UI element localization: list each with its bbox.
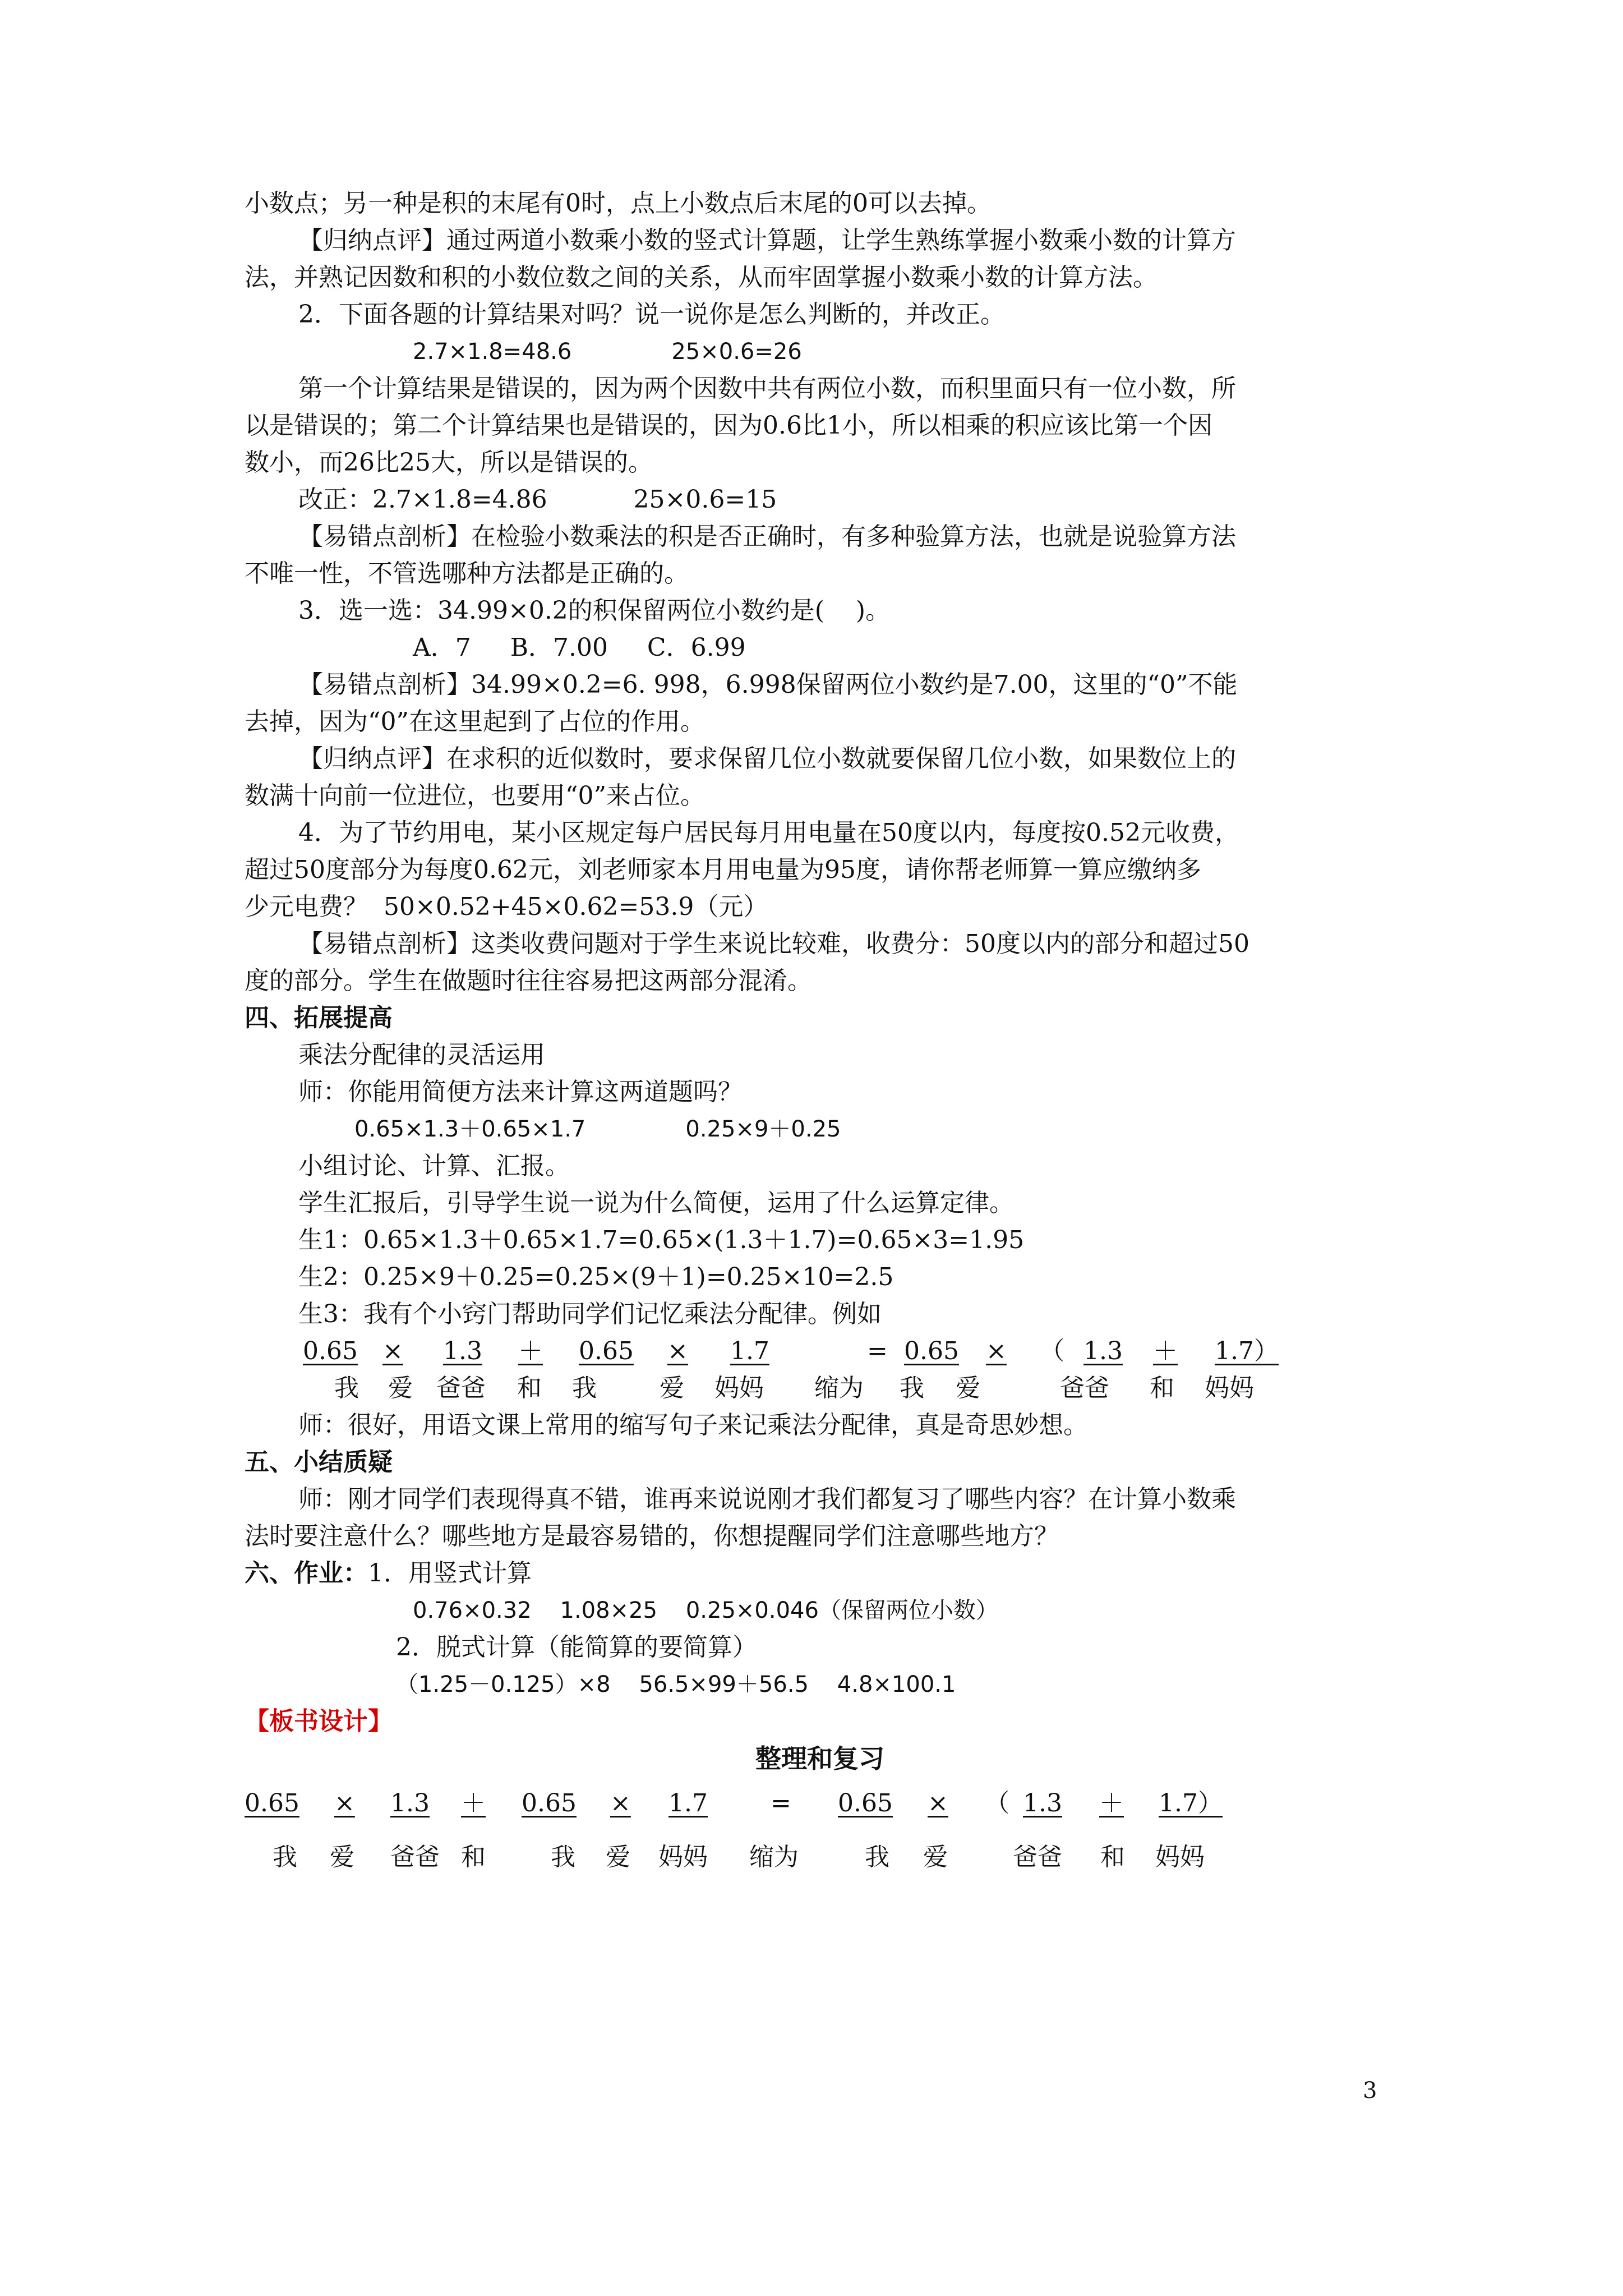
mnemonic-token: ＋	[1153, 1337, 1178, 1365]
mnemonic-word: 爸爸	[1060, 1374, 1109, 1402]
text-line: 数小，而26比25大，所以是错误的。	[245, 448, 653, 477]
mnemonic-word: 爱	[956, 1374, 980, 1402]
section-heading-6: 六、作业：	[245, 1559, 368, 1588]
board-token: （	[985, 1789, 1009, 1818]
homework-exercises-1: 0.76×0.32 1.08×25 0.25×0.046（保留两位小数）	[413, 1598, 998, 1623]
question-2-expressions: 2.7×1.8=48.6 25×0.6=26	[413, 339, 802, 365]
board-design-label: 【板书设计】	[245, 1707, 393, 1736]
board-word: 妈妈	[658, 1843, 708, 1871]
board-word: 和	[461, 1843, 486, 1871]
mnemonic-token: 1.3	[1083, 1337, 1123, 1365]
mnemonic-word: 我	[334, 1374, 359, 1402]
board-design	[245, 1740, 1395, 1880]
mnemonic-token: 1.7	[730, 1337, 769, 1365]
text-line: 第一个计算结果是错误的，因为两个因数中共有两位小数，而积里面只有一位小数，所	[298, 374, 1236, 403]
homework-item-2: 2．脱式计算（能简算的要简算）	[396, 1633, 757, 1662]
text-line: 度的部分。学生在做题时往往容易把这两部分混淆。	[245, 967, 812, 995]
question-2: 2．下面各题的计算结果对吗？说一说你是怎么判断的，并改正。	[298, 300, 1005, 329]
correction-line: 改正：2.7×1.8=4.86 25×0.6=15	[298, 485, 777, 514]
error-analysis: 【易错点剖析】34.99×0.2=6. 998，6.998保留两位小数约是7.00，这里的“0”不能	[298, 670, 1238, 699]
text-line: 数满十向前一位进位，也要用“0”来占位。	[245, 781, 705, 810]
text-line: 不唯一性，不管选哪种方法都是正确的。	[245, 559, 689, 588]
teacher-line: 师：很好，用语文课上常用的缩写句子来记乘法分配律，真是奇思妙想。	[298, 1411, 1088, 1439]
board-token: ＋	[461, 1789, 486, 1818]
document-body	[245, 185, 1395, 1880]
text-line: 超过50度部分为每度0.62元，刘老师家本月用电量为95度，请你帮老师算一算应缴纳多	[245, 855, 1201, 884]
board-token: ＋	[1099, 1789, 1124, 1818]
mnemonic-word: 我	[572, 1374, 597, 1402]
board-token: 0.65	[838, 1789, 893, 1818]
mnemonic-token: =	[867, 1337, 888, 1365]
mnemonic-expression-row	[245, 1333, 1395, 1370]
text-line: 少元电费？ 50×0.52+45×0.62=53.9（元）	[245, 892, 768, 921]
homework-exercises-2: （1.25－0.125）×8 56.5×99＋56.5 4.8×100.1	[396, 1672, 956, 1697]
board-token: =	[771, 1789, 791, 1818]
mnemonic-word: 缩为	[814, 1374, 864, 1402]
teacher-line: 师：你能用简便方法来计算这两道题吗？	[298, 1078, 743, 1106]
board-expression-row	[245, 1785, 1395, 1824]
mnemonic-token: ＋	[518, 1337, 543, 1365]
text-line: 以是错误的；第二个计算结果也是错误的，因为0.6比1小，所以相乘的积应该比第一个因	[245, 411, 1212, 440]
mnemonic-word: 爱	[388, 1374, 413, 1402]
board-word: 妈妈	[1155, 1843, 1205, 1871]
board-word: 我	[865, 1843, 889, 1871]
extension-expressions: 0.65×1.3＋0.65×1.7 0.25×9＋0.25	[354, 1116, 841, 1142]
text-line: 法时要注意什么？哪些地方是最容易错的，你想提醒同学们注意哪些地方？	[245, 1522, 1059, 1550]
teacher-line: 师：刚才同学们表现得真不错，谁再来说说刚才我们都复习了哪些内容？在计算小数乘	[298, 1485, 1236, 1513]
text-line: 乘法分配律的灵活运用	[298, 1041, 545, 1069]
text-line: 学生汇报后，引导学生说一说为什么简便，运用了什么运算定律。	[298, 1189, 1014, 1217]
mnemonic-token: 0.65	[579, 1337, 634, 1365]
section-heading-4: 四、拓展提高	[245, 1004, 393, 1032]
question-3-options: A．7 B．7.00 C．6.99	[413, 633, 746, 662]
mnemonic-token: 1.3	[443, 1337, 482, 1365]
board-token: 0.65	[245, 1789, 299, 1818]
board-word: 我	[273, 1843, 297, 1871]
student-1-line: 生1：0.65×1.3＋0.65×1.7=0.65×(1.3＋1.7)=0.65×3=1.95	[298, 1226, 1025, 1254]
homework-line	[245, 1555, 1395, 1592]
board-token: ×	[610, 1789, 631, 1818]
mnemonic-token: ×	[382, 1337, 403, 1365]
board-token: 0.65	[522, 1789, 577, 1818]
board-token: 1.7	[668, 1789, 708, 1818]
mnemonic-word: 妈妈	[1205, 1374, 1254, 1402]
mnemonic-token: 1.7）	[1215, 1337, 1279, 1365]
board-token: 1.3	[1023, 1789, 1062, 1818]
mnemonic-word: 和	[517, 1374, 542, 1402]
board-token: ×	[928, 1789, 948, 1818]
mnemonic-token: （	[1040, 1337, 1064, 1365]
summary-comment: 【归纳点评】在求积的近似数时，要求保留几位小数就要保留几位小数，如果数位上的	[298, 744, 1236, 773]
board-word: 爱	[606, 1843, 630, 1871]
board-word: 爸爸	[1013, 1843, 1062, 1871]
student-3-line: 生3：我有个小窍门帮助同学们记忆乘法分配律。例如	[298, 1300, 882, 1328]
text-line: 去掉，因为“0”在这里起到了占位的作用。	[245, 707, 705, 736]
question-3: 3．选一选：34.99×0.2的积保留两位小数约是( )。	[298, 596, 891, 625]
text-line: 小组讨论、计算、汇报。	[298, 1152, 570, 1180]
mnemonic-word-row	[245, 1370, 1395, 1407]
board-token: 1.7）	[1159, 1789, 1223, 1818]
mnemonic-word: 妈妈	[714, 1374, 764, 1402]
board-word: 爱	[330, 1843, 354, 1871]
student-2-line: 生2：0.25×9＋0.25=0.25×(9＋1)=0.25×10=2.5	[298, 1263, 894, 1291]
mnemonic-token: ×	[667, 1337, 688, 1365]
mnemonic-token: ×	[986, 1337, 1007, 1365]
homework-item-1: 1．用竖式计算	[368, 1559, 532, 1588]
mnemonic-word: 爱	[660, 1374, 684, 1402]
question-4: 4．为了节约用电，某小区规定每户居民每月用电量在50度以内，每度按0.52元收费，	[298, 818, 1239, 847]
board-word-row	[245, 1839, 1395, 1878]
board-token: ×	[334, 1789, 355, 1818]
text-line: 法，并熟记因数和积的小数位数之间的关系，从而牢固掌握小数乘小数的计算方法。	[245, 263, 1158, 292]
board-word: 爸爸	[390, 1843, 440, 1871]
board-word: 我	[551, 1843, 575, 1871]
mnemonic-word: 和	[1150, 1374, 1174, 1402]
page-number: 3	[1363, 2078, 1377, 2104]
mnemonic-token: 0.65	[904, 1337, 959, 1365]
section-heading-5: 五、小结质疑	[245, 1448, 393, 1476]
mnemonic-token: 0.65	[303, 1337, 358, 1365]
board-title: 整理和复习	[755, 1743, 884, 1774]
board-word: 和	[1100, 1843, 1125, 1871]
mnemonic-word: 我	[900, 1374, 924, 1402]
error-analysis: 【易错点剖析】在检验小数乘法的积是否正确时，有多种验算方法，也就是说验算方法	[298, 522, 1236, 551]
summary-comment: 【归纳点评】通过两道小数乘小数的竖式计算题，让学生熟练掌握小数乘小数的计算方	[298, 226, 1236, 255]
board-word: 爱	[923, 1843, 948, 1871]
board-word: 缩为	[749, 1843, 799, 1871]
text-line: 小数点；另一种是积的末尾有0时，点上小数点后末尾的0可以去掉。	[245, 189, 992, 218]
error-analysis: 【易错点剖析】这类收费问题对于学生来说比较难，收费分：50度以内的部分和超过50	[298, 930, 1249, 958]
board-token: 1.3	[390, 1789, 430, 1818]
mnemonic-word: 爸爸	[436, 1374, 486, 1402]
